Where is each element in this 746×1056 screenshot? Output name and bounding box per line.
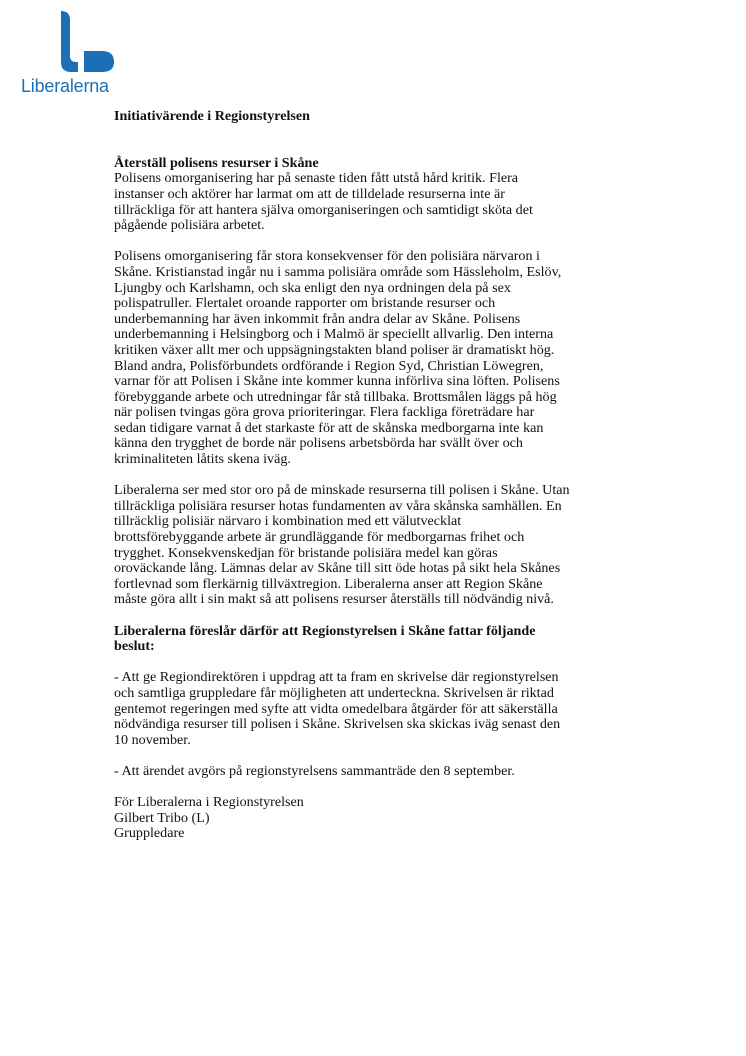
text-line: För Liberalerna i Regionstyrelsen — [114, 794, 304, 811]
text-line: tillräckliga polisiära resurser hotas fundamenten av våra skånska samhällen. En — [114, 497, 562, 514]
text-line: Liberalerna föreslår därför att Regionstyrelsen i Skåne fattar följande — [114, 622, 536, 639]
text-line: känna den trygghet de borde när polisens arbetsbörda har svällt över och — [114, 435, 523, 452]
text-line: måste göra allt i sin makt så att polisens resurser återställs till nödvändig nivå. — [114, 591, 554, 608]
text-line: fortlevnad som flerkärnig tillväxtregion. Liberalerna anser att Region Skåne — [114, 575, 543, 592]
signature-block — [114, 795, 644, 842]
proposal-item-1 — [114, 670, 644, 748]
subject-title: Återställ polisens resurser i Skåne — [114, 154, 319, 171]
text-line: oroväckande lång. Lämnas delar av Skåne till sitt öde hotas på sikt hela Skånes — [114, 560, 561, 577]
text-line: underbemanning har även inkommit från andra delar av Skåne. Polisens — [114, 310, 521, 327]
proposal-item-2 — [114, 764, 644, 780]
text-line: brottsförebyggande arbete är grundläggande för medborgarnas frihet och — [114, 529, 525, 546]
text-line: Bland andra, Polisförbundets ordförande i Region Syd, Christian Löwegren, — [114, 357, 544, 374]
text-line: beslut: — [114, 638, 155, 655]
text-line: när polisen tvingas göra grova prioriteringar. Flera fackliga företrädare har — [114, 404, 535, 421]
text-line: sedan tidigare varnat å det starkaste för att de skånska medborgarna inte kan — [114, 419, 544, 436]
text-line: instanser och aktörer har larmat om att de tilldelade resurserna inte är — [114, 185, 505, 202]
document-body — [114, 109, 644, 842]
liberalerna-l-mark-icon — [20, 10, 116, 76]
text-line: Gruppledare — [114, 825, 185, 842]
text-line: 10 november. — [114, 731, 191, 748]
text-line: Polisens omorganisering får stora konsekvenser för den polisiära närvaron i — [114, 248, 540, 265]
text-line: trygghet. Konsekvenskedjan för bristande polisiära medel kan göras — [114, 544, 498, 561]
text-line: Gilbert Tribo (L) — [114, 809, 210, 826]
text-line: pågående polisiära arbetet. — [114, 217, 265, 234]
paragraph-position — [114, 483, 644, 608]
text-line: Skåne. Kristianstad ingår nu i samma polisiära område som Hässleholm, Eslöv, — [114, 263, 562, 280]
text-line: - Att ärendet avgörs på regionstyrelsens sammanträde den 8 september. — [114, 762, 515, 779]
text-line: förebyggande arbete och utredningar får stå tillbaka. Brottsmålen läggs på hög — [114, 388, 557, 405]
text-line: kriminaliteten låtits skena iväg. — [114, 451, 291, 468]
logo-wordmark: Liberalerna — [21, 76, 109, 96]
text-line: nödvändiga resurser till polisen i Skåne. Skrivelsen ska skickas iväg senast den — [114, 716, 561, 733]
text-line: - Att ge Regiondirektören i uppdrag att ta fram en skrivelse där regionstyrelsen — [114, 669, 559, 686]
initiative-title: Initiativärende i Regionstyrelsen — [114, 108, 311, 124]
text-line: tillräckliga för att hantera själva omorganiseringen och samtidigt sköta det — [114, 201, 533, 218]
liberalerna-logo — [20, 10, 116, 98]
text-line: varnar för att Polisen i Skåne inte kommer kunna införliva sina löften. Polisens — [114, 373, 560, 390]
proposal-heading — [114, 624, 644, 655]
text-line: Liberalerna ser med stor oro på de minskade resurserna till polisen i Skåne. Utan — [114, 482, 570, 499]
text-line: tillräcklig polisiär närvaro i kombination med ett välutvecklat — [114, 513, 462, 530]
text-line: och samtliga gruppledare får möjligheten att underteckna. Skrivelsen är riktad — [114, 684, 554, 701]
text-line: polispatruller. Flertalet oroande rapporter om bristande resurser och — [114, 295, 496, 312]
paragraph-intro — [114, 171, 644, 233]
text-line: gentemot regeringen med syfte att vidta omedelbara åtgärder för att säkerställa — [114, 700, 558, 717]
text-line: Polisens omorganisering har på senaste tiden fått utstå hård kritik. Flera — [114, 170, 519, 187]
text-line: underbemanning i Helsingborg och i Malmö är speciellt allvarlig. Den interna — [114, 326, 554, 343]
text-line: Ljungby och Karlshamn, och ska enligt den nya ordningen dela på sex — [114, 279, 511, 296]
paragraph-consequences — [114, 249, 644, 467]
text-line: kritiken växer allt mer och uppsägningstakten bland poliser är dramatiskt hög. — [114, 341, 555, 358]
